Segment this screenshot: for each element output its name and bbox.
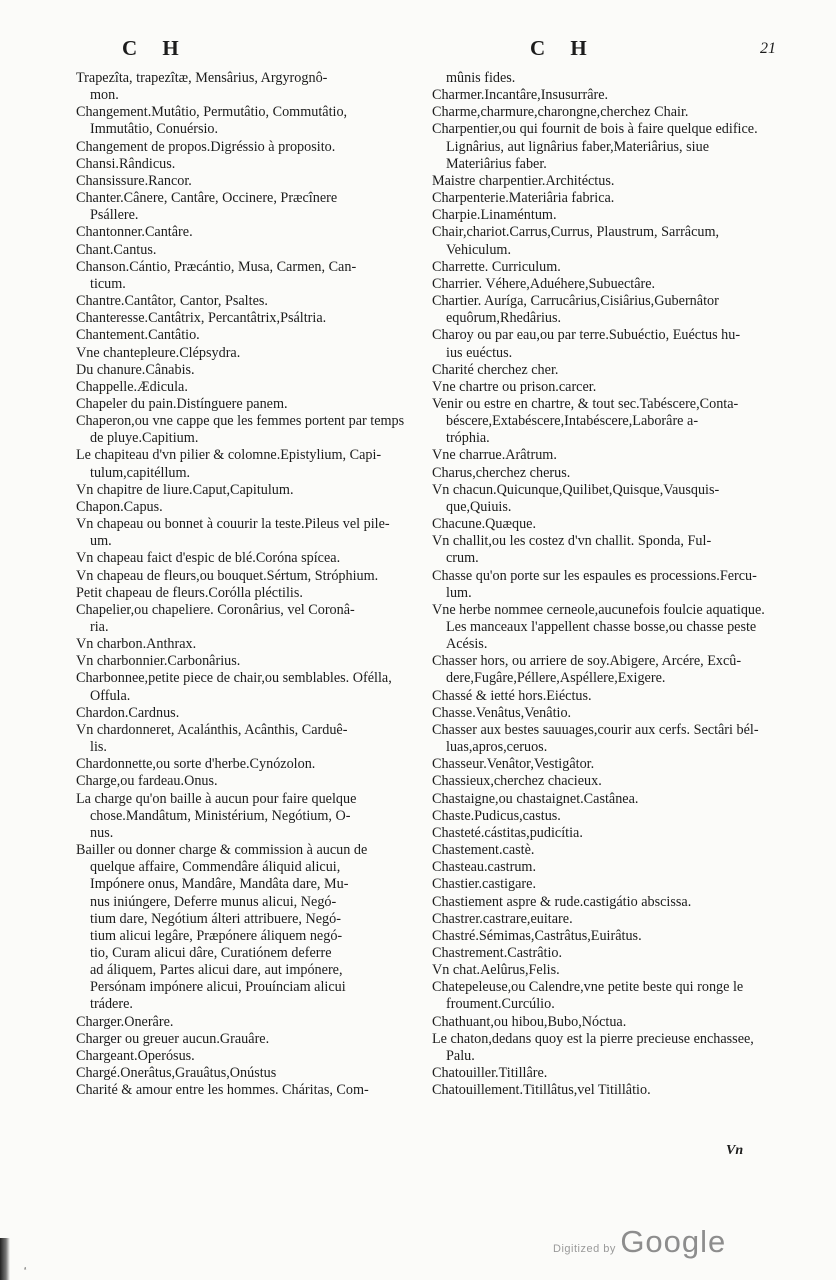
dictionary-line: ius euéctus. (446, 344, 513, 361)
dictionary-line: Chapelier,ou chapeliere. Coronârius, vel Coronâ- (76, 601, 355, 618)
dictionary-line: Chantement.Cantâtio. (76, 327, 200, 344)
dictionary-line: Chasseur.Venâtor,Vestigâtor. (432, 756, 595, 773)
running-head-right: C H (530, 36, 597, 60)
dictionary-line: Chantre.Cantâtor, Cantor, Psaltes. (76, 293, 268, 310)
dictionary-line: Chanter.Cânere, Cantâre, Occinere, Præcînere (76, 190, 338, 207)
dictionary-line: Materiârius faber. (446, 155, 547, 172)
dictionary-line: tróphia. (446, 430, 490, 447)
dictionary-line: Psállere. (90, 207, 139, 224)
dictionary-line: Chastré.Sémimas,Castrâtus,Euirâtus. (432, 927, 642, 944)
dictionary-line: Chair,chariot.Carrus,Currus, Plaustrum, Sarrâcum, (432, 224, 720, 241)
dictionary-line: Chapeler du pain.Distínguere panem. (76, 395, 288, 412)
dictionary-line: Chant.Cantus. (76, 241, 157, 258)
right-column (432, 70, 776, 1099)
dictionary-line: Chastiement aspre & rude.castigátio abscissa. (432, 893, 692, 910)
dictionary-line: quelque affaire, Commendâre áliquid alicui, (90, 859, 341, 876)
dictionary-line: Chassé & ietté hors.Eiéctus. (432, 687, 592, 704)
dictionary-line: Acésis. (446, 636, 488, 653)
dictionary-line: Chasse qu'on porte sur les espaules es processions.Fercu- (432, 567, 757, 584)
dictionary-line: Vn chapeau faict d'espic de blé.Coróna spícea. (76, 550, 341, 567)
dictionary-line: Chanson.Cántio, Præcántio, Musa, Carmen, Can- (76, 258, 357, 275)
dictionary-line: Chantonner.Cantâre. (76, 224, 193, 241)
dictionary-line: Chanteresse.Cantâtrix, Percantâtrix,Psáltria. (76, 310, 327, 327)
dictionary-line: Les manceaux l'appellent chasse bosse,ou chasse peste (446, 619, 757, 635)
dictionary-line: Impónere onus, Mandâre, Mandâta dare, Mu- (90, 876, 349, 893)
dictionary-line: dere,Fugâre,Péllere,Aspéllere,Exigere. (446, 670, 666, 687)
dictionary-line: Chansi.Rândicus. (76, 155, 176, 172)
dictionary-line: Charme,charmure,charongne,cherchez Chair. (432, 104, 689, 121)
dictionary-line: Charmer.Incantâre,Insusurrâre. (432, 87, 609, 104)
dictionary-line: ad áliquem, Partes alicui dare, aut impónere, (90, 962, 343, 979)
dictionary-line: Charité & amour entre les hommes. Cháritas, Com- (76, 1082, 369, 1099)
dictionary-line: Chatepeleuse,ou Calendre,vne petite beste qui ronge le (432, 979, 744, 996)
dictionary-line: Trapezîta, trapezîtæ, Mensârius, Argyrognô- (76, 70, 328, 86)
dictionary-line: Chastrement.Castrâtio. (432, 944, 563, 961)
dictionary-line: Charus,cherchez cherus. (432, 464, 571, 481)
dictionary-line: Chargeant.Operósus. (76, 1047, 195, 1064)
dictionary-line: Chansissure.Rancor. (76, 172, 192, 189)
dictionary-line: Chargé.Onerâtus,Grauâtus,Onústus (76, 1065, 277, 1082)
dictionary-line: Palu. (446, 1047, 475, 1064)
dictionary-line: Charrier. Véhere,Aduéhere,Subuectâre. (432, 275, 656, 292)
dictionary-line: equôrum,Rhedârius. (446, 310, 562, 327)
dictionary-line: crum. (446, 550, 479, 567)
dictionary-line: Vn chapeau ou bonnet à couurir la teste.Pileus vel pile- (76, 516, 390, 533)
dictionary-line: Charoy ou par eau,ou par terre.Subuéctio, Euéctus hu- (432, 327, 741, 344)
dictionary-line: luas,apros,ceruos. (446, 739, 548, 756)
dictionary-line: ria. (90, 619, 109, 635)
dictionary-line: Chatouiller.Titillâre. (432, 1065, 548, 1082)
dictionary-line: Vn challit,ou les costez d'vn challit. Sponda, Ful- (432, 533, 712, 550)
dictionary-line: ticum. (90, 275, 126, 292)
dictionary-line: tio, Curam alicui dâre, Curatiónem deferre (90, 944, 332, 961)
dictionary-line: que,Quiuis. (446, 498, 512, 515)
catchword: Vn (726, 1143, 744, 1158)
dictionary-line: Changement de propos.Digréssio à proposito. (76, 138, 336, 155)
dictionary-line: Le chapiteau d'vn pilier & colomne.Epistylium, Capi- (76, 447, 382, 464)
dictionary-line: de pluye.Capitium. (90, 430, 199, 447)
dictionary-line: Chartier. Auríga, Carrucârius,Cisiârius,Gubernâtor (432, 293, 719, 310)
dictionary-line: Chasse.Venâtus,Venâtio. (432, 704, 572, 721)
dictionary-line: Charpie.Linaméntum. (432, 207, 557, 224)
dictionary-line: Chathuant,ou hibou,Bubo,Nóctua. (432, 1013, 627, 1030)
dictionary-line: chose.Mandâtum, Ministérium, Negótium, O- (90, 807, 351, 824)
dictionary-line: lum. (446, 584, 472, 601)
dictionary-line: nus iniúngere, Deferre munus alicui, Negó- (90, 893, 337, 910)
dictionary-line: Chassieux,cherchez chacieux. (432, 773, 602, 790)
dictionary-line: Venir ou estre en chartre, & tout sec.Tabéscere,Conta- (432, 395, 739, 412)
dictionary-line: Persónam impónere alicui, Prouínciam alicui (90, 979, 346, 996)
watermark-small-text: Digitized by (553, 1243, 616, 1255)
dictionary-line: Immutâtio, Conuérsio. (90, 121, 219, 138)
dictionary-line: La charge qu'on baille à aucun pour faire quelque (76, 790, 357, 807)
dictionary-line: Charger.Onerâre. (76, 1013, 174, 1030)
dictionary-line: Vn chapeau de fleurs,ou bouquet.Sértum, Stróphium. (76, 567, 379, 584)
running-head-left: C H (122, 36, 189, 60)
dictionary-line: Charité cherchez cher. (432, 361, 559, 378)
dictionary-line: Chacune.Quæque. (432, 516, 537, 533)
dictionary-line: tium dare, Negótium álteri attribuere, Negó- (90, 910, 341, 927)
dictionary-line: Chasser aux bestes sauuages,courir aux cerfs. Sectâri bél- (432, 721, 759, 738)
dictionary-line: Charger ou greuer aucun.Grauâre. (76, 1030, 270, 1047)
dictionary-line: Vne chartre ou prison.carcer. (432, 378, 597, 395)
dictionary-line: Vn chacun.Quicunque,Quilibet,Quisque,Vausquis- (432, 481, 720, 498)
dictionary-line: Chastrer.castrare,euitare. (432, 910, 573, 927)
dictionary-line: Chapon.Capus. (76, 498, 163, 515)
dictionary-line: Chardon.Cardnus. (76, 704, 180, 721)
dictionary-line: nus. (90, 824, 114, 841)
dictionary-line: Chaperon,ou vne cappe que les femmes portent par temps (76, 413, 405, 430)
dictionary-line: Chastier.castigare. (432, 876, 537, 893)
digitized-watermark (553, 1224, 726, 1260)
dictionary-line: Vn charbon.Anthrax. (76, 636, 197, 653)
dictionary-line: Chappelle.Ædicula. (76, 378, 188, 395)
dictionary-line: Chasteau.castrum. (432, 859, 537, 876)
dictionary-line: Charpenterie.Materiâria fabrica. (432, 190, 615, 207)
dictionary-line: tulum,capitéllum. (90, 464, 191, 481)
dictionary-line: Vn chat.Aelûrus,Felis. (432, 962, 560, 979)
dictionary-line: Charpentier,ou qui fournit de bois à faire quelque edifice. (432, 121, 758, 138)
dictionary-line: um. (90, 533, 112, 550)
dictionary-line: Chaste.Pudicus,castus. (432, 807, 561, 824)
dictionary-line: Chasteté.cástitas,pudicítia. (432, 824, 583, 841)
dictionary-line: Chardonnette,ou sorte d'herbe.Cynózolon. (76, 756, 316, 773)
dictionary-line: Le chaton,dedans quoy est la pierre precieuse enchassee, (432, 1030, 754, 1047)
dictionary-line: Chasser hors, ou arriere de soy.Abigere, Arcére, Excû- (432, 653, 742, 670)
dictionary-line: Du chanure.Cânabis. (76, 361, 195, 378)
dictionary-line: Maistre charpentier.Architéctus. (432, 172, 615, 189)
dictionary-line: mon. (90, 87, 119, 104)
dictionary-line: Chastement.castè. (432, 842, 535, 859)
dictionary-line: Lignârius, aut lignârius faber,Materiârius, siue (446, 138, 710, 155)
dictionary-line: Chatouillement.Titillâtus,vel Titillâtio. (432, 1082, 651, 1099)
dictionary-line: froument.Curcúlio. (446, 996, 555, 1013)
dictionary-line: Vn chapitre de liure.Caput,Capitulum. (76, 481, 294, 498)
dictionary-line: Vne herbe nommee cerneole,aucunefois foulcie aquatique. (432, 601, 765, 618)
dictionary-line: Changement.Mutâtio, Permutâtio, Commutâtio, (76, 104, 348, 121)
dictionary-line: Vne chantepleure.Clépsydra. (76, 344, 241, 361)
dictionary-line: Vn charbonnier.Carbonârius. (76, 653, 241, 670)
dictionary-line: trádere. (90, 996, 133, 1013)
dictionary-line: Chastaigne,ou chastaignet.Castânea. (432, 790, 639, 807)
dictionary-line: Charbonnee,petite piece de chair,ou semblables. Ofélla, (76, 670, 392, 687)
corner-mark: ᵃ (24, 1264, 27, 1274)
dictionary-line: béscere,Extabéscere,Intabéscere,Laborâre a- (446, 413, 699, 430)
dictionary-line: lis. (90, 739, 107, 756)
dictionary-line: mûnis fides. (446, 70, 516, 86)
dictionary-line: Bailler ou donner charge & commission à aucun de (76, 842, 368, 859)
dictionary-line: Offula. (90, 687, 131, 704)
dictionary-line: Vn chardonneret, Acalánthis, Acânthis, Carduê- (76, 721, 348, 738)
dictionary-line: Charge,ou fardeau.Onus. (76, 773, 218, 790)
page-spine-shadow (0, 1238, 10, 1280)
dictionary-line: Vehiculum. (446, 241, 512, 258)
dictionary-line: tium alicui legâre, Præpónere áliquem negó- (90, 927, 343, 944)
watermark-logo-text: Google (620, 1224, 727, 1259)
dictionary-line: Charrette. Curriculum. (432, 258, 561, 275)
dictionary-line: Petit chapeau de fleurs.Corólla pléctilis. (76, 584, 303, 601)
dictionary-line: Vne charrue.Arâtrum. (432, 447, 557, 464)
left-column (76, 70, 426, 1099)
page-number: 21 (760, 40, 776, 57)
